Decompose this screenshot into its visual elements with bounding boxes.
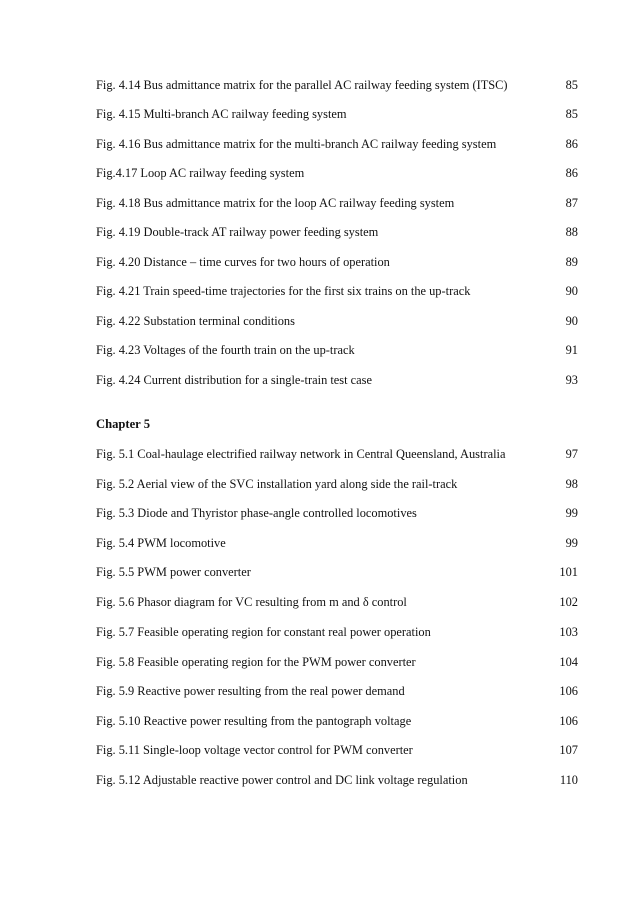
toc-entry <box>96 75 578 95</box>
toc-entry <box>96 134 578 154</box>
entry-page-number: 85 <box>565 78 578 92</box>
entry-title: Fig. 4.18 Bus admittance matrix for the loop AC railway feeding system <box>96 196 455 210</box>
toc-entry <box>96 193 578 213</box>
toc-entry <box>96 281 578 301</box>
entry-title: Fig. 4.22 Substation terminal conditions <box>96 314 295 328</box>
entry-page-number: 98 <box>565 477 578 491</box>
toc-entry <box>96 503 578 523</box>
toc-entry <box>96 222 578 242</box>
toc-entry <box>96 533 578 553</box>
entry-title: Fig. 5.6 Phasor diagram for VC resulting from m and δ control <box>96 595 407 609</box>
entry-title: Fig. 4.21 Train speed-time trajectories for the first six trains on the up-track <box>96 284 471 298</box>
entry-title: Fig.4.17 Loop AC railway feeding system <box>96 166 305 180</box>
chapter-heading: Chapter 5 <box>96 417 150 431</box>
entry-title: Fig. 4.20 Distance – time curves for two hours of operation <box>96 255 390 269</box>
entry-title: Fig. 4.24 Current distribution for a single-train test case <box>96 373 372 387</box>
toc-entry <box>96 444 578 464</box>
entry-page-number: 91 <box>565 343 578 357</box>
toc-entry <box>96 681 578 701</box>
entry-title: Fig. 5.5 PWM power converter <box>96 565 251 579</box>
entry-title: Fig. 5.10 Reactive power resulting from the pantograph voltage <box>96 714 412 728</box>
toc-entry <box>96 474 578 494</box>
toc-entry <box>96 711 578 731</box>
entry-page-number: 93 <box>565 373 578 387</box>
entry-title: Fig. 5.3 Diode and Thyristor phase-angle controlled locomotives <box>96 506 417 520</box>
entry-title: Fig. 5.11 Single-loop voltage vector control for PWM converter <box>96 743 413 757</box>
entry-title: Fig. 5.2 Aerial view of the SVC installation yard along side the rail-track <box>96 477 458 491</box>
entry-title: Fig. 4.14 Bus admittance matrix for the parallel AC railway feeding system (ITSC) <box>96 78 508 92</box>
toc-entry <box>96 592 578 612</box>
entry-title: Fig. 4.15 Multi-branch AC railway feeding system <box>96 107 347 121</box>
entry-page-number: 86 <box>565 166 578 180</box>
toc-entry <box>96 340 578 360</box>
entry-title: Fig. 5.9 Reactive power resulting from the real power demand <box>96 684 405 698</box>
entry-title: Fig. 4.23 Voltages of the fourth train on the up-track <box>96 343 355 357</box>
entry-page-number: 106 <box>559 684 578 698</box>
toc-entry <box>96 562 578 582</box>
toc-entry <box>96 740 578 760</box>
entry-title: Fig. 5.7 Feasible operating region for constant real power operation <box>96 625 431 639</box>
entry-page-number: 99 <box>565 536 578 550</box>
entry-page-number: 99 <box>565 506 578 520</box>
entry-page-number: 102 <box>559 595 578 609</box>
toc-entry <box>96 622 578 642</box>
entry-page-number: 107 <box>559 743 578 757</box>
toc-entry <box>96 370 578 390</box>
entry-title: Fig. 5.1 Coal-haulage electrified railway network in Central Queensland, Australia <box>96 447 506 461</box>
entry-page-number: 106 <box>559 714 578 728</box>
entry-page-number: 110 <box>559 773 578 787</box>
toc-entry <box>96 311 578 331</box>
entry-title: Fig. 5.12 Adjustable reactive power control and DC link voltage regulation <box>96 773 468 787</box>
entry-page-number: 86 <box>565 137 578 151</box>
entry-title: Fig. 4.16 Bus admittance matrix for the multi-branch AC railway feeding system <box>96 137 497 151</box>
entry-page-number: 85 <box>565 107 578 121</box>
entry-page-number: 89 <box>565 255 578 269</box>
toc-entry <box>96 770 578 790</box>
entry-page-number: 97 <box>565 447 578 461</box>
toc-entry <box>96 652 578 672</box>
toc-entry <box>96 104 578 124</box>
entry-page-number: 88 <box>565 225 578 239</box>
entry-page-number: 101 <box>559 565 578 579</box>
toc-entry <box>96 163 578 183</box>
entry-page-number: 90 <box>565 284 578 298</box>
entry-page-number: 87 <box>565 196 578 210</box>
entry-title: Fig. 5.8 Feasible operating region for the PWM power converter <box>96 655 416 669</box>
entry-title: Fig. 5.4 PWM locomotive <box>96 536 226 550</box>
entry-page-number: 104 <box>559 655 578 669</box>
entry-page-number: 103 <box>559 625 578 639</box>
entry-title: Fig. 4.19 Double-track AT railway power feeding system <box>96 225 379 239</box>
entry-page-number: 90 <box>565 314 578 328</box>
toc-entry <box>96 252 578 272</box>
